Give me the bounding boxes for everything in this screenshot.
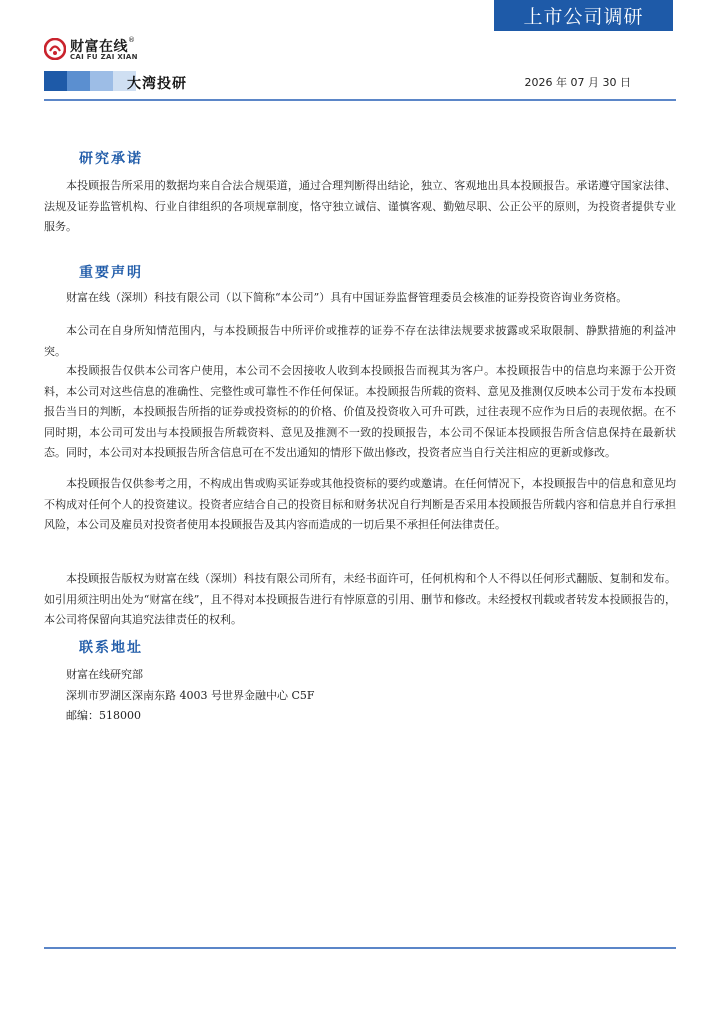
logo-subtitle: CAI FU ZAI XIAN bbox=[70, 53, 138, 61]
logo-name: 财富在线® bbox=[70, 36, 136, 55]
company-logo bbox=[44, 36, 164, 66]
section-title-commitment: 研究承诺 bbox=[79, 151, 143, 167]
color-block-3 bbox=[90, 71, 113, 91]
header-divider bbox=[44, 99, 676, 101]
contact-department: 财富在线研究部 bbox=[66, 668, 143, 681]
contact-postcode: 邮编：518000 bbox=[66, 709, 141, 722]
section-title-contact: 联系地址 bbox=[79, 640, 143, 656]
disclaimer-paragraph-2: 本公司在自身所知情范围内，与本投顾报告中所评价或推荐的证券不存在法律法规要求披露或采取限制、静默措施的利益冲突。 bbox=[44, 324, 676, 358]
commitment-paragraph: 本投顾报告所采用的数据均来自合法合规渠道，通过合理判断得出结论，独立、客观地出具本投顾报告。承诺遵守国家法律、法规及证券监管机构、行业自律组织的各项规章制度，恪守独立诚信、谨慎客观、勤勉尽职、公正公平的原则，为投资者提供专业服务。 bbox=[44, 179, 676, 233]
disclaimer-paragraph-3: 本投顾报告仅供本公司客户使用，本公司不会因接收人收到本投顾报告而视其为客户。本投顾报告中的信息均来源于公开资料，本公司对这些信息的准确性、完整性或可靠性不作任何保证。本投顾报告所载的资料、意见及推测仅反映本公司于发布本投顾报告当日的判断，本投顾报告所指的证券或投资标的的价格、价值及投资收入可升可跌，过往表现不应作为日后的表现依据。在不同时期，本公司可发出与本投顾报告所载资料、意见及推测不一致的投顾报告，本公司不保证本投顾报告所含信息保持在最新状态。同时，本公司对本投顾报告所含信息可在不发出通知的情形下做出修改，投资者应当自行关注相应的更新或修改。 bbox=[44, 364, 676, 459]
section-title-disclaimer: 重要声明 bbox=[79, 265, 143, 281]
logo-mark-icon bbox=[44, 38, 66, 60]
disclaimer-paragraph-4: 本投顾报告仅供参考之用，不构成出售或购买证券或其他投资标的要约或邀请。在任何情况下，本投顾报告中的信息和意见均不构成对任何个人的投资建议。投资者应结合自己的投资目标和财务状况自行判断是否采用本投顾报告所载内容和信息并自行承担风险，本公司及雇员对投资者使用本投顾报告及其内容而造成的一切后果不承担任何法律责任。 bbox=[44, 477, 676, 531]
brand-name: 大湾投研 bbox=[127, 76, 187, 92]
color-block-1 bbox=[44, 71, 67, 91]
disclaimer-paragraph-1: 财富在线（深圳）科技有限公司（以下简称“本公司”）具有中国证券监督管理委员会核准的证券投资咨询业务资格。 bbox=[66, 291, 628, 304]
header-color-blocks bbox=[44, 71, 136, 91]
footer-divider bbox=[44, 947, 676, 949]
report-type-badge: 上市公司调研 bbox=[494, 0, 673, 31]
disclaimer-paragraph-5: 本投顾报告版权为财富在线（深圳）科技有限公司所有，未经书面许可，任何机构和个人不得以任何形式翻版、复制和发布。如引用须注明出处为“财富在线”，且不得对本投顾报告进行有悖原意的引用、删节和修改。未经授权刊载或者转发本投顾报告的，本公司将保留向其追究法律责任的权利。 bbox=[44, 572, 676, 626]
contact-address: 深圳市罗湖区深南东路 4003 号世界金融中心 C5F bbox=[66, 689, 315, 702]
color-block-2 bbox=[67, 71, 90, 91]
report-date: 2026 年 07 月 30 日 bbox=[524, 76, 631, 89]
